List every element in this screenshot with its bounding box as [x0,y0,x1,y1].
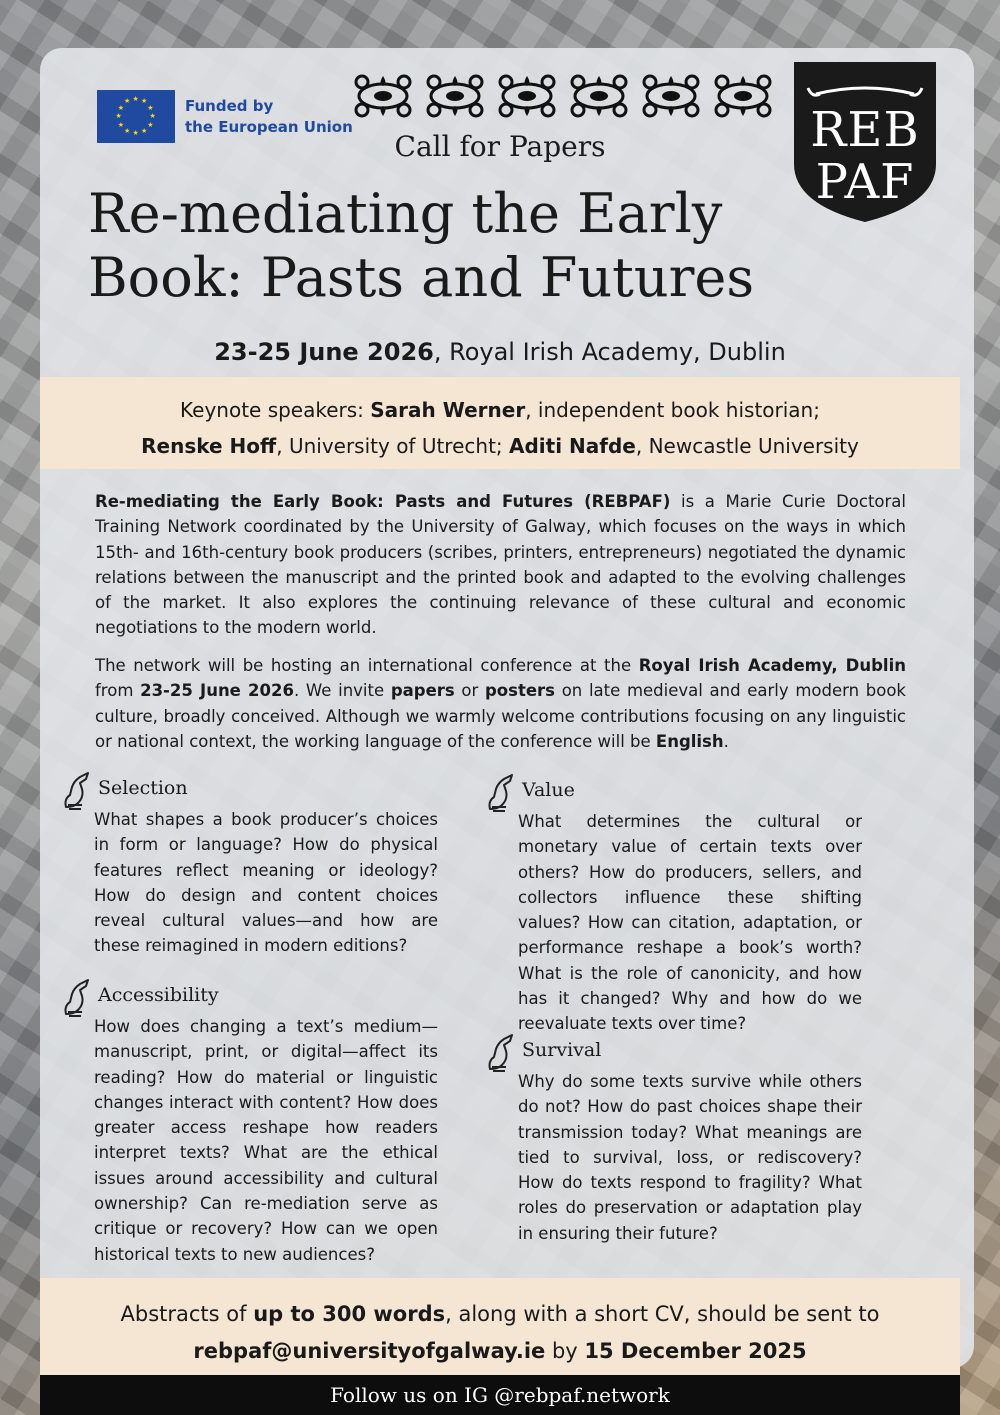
eu-star-icon: ★ [124,126,131,135]
submission-email-link[interactable]: rebpaf@universityofgalway.ie [193,1339,546,1363]
section-body: Why do some texts survive while others do not? How do past choices shape their transmission today? What meanings are tied to survival, loss, or rediscovery? How do texts respond to fragility? What roles do preservation or adaptation play in ensuring their future? [518,1072,862,1243]
network-paragraph [95,653,906,754]
logo-line2: PAF [815,154,915,210]
eu-star-icon: ★ [115,112,122,120]
keynote-affiliation-3: , Newcastle University [635,434,859,458]
network-text-3: . We invite [294,681,391,701]
submission-deadline: 15 December 2025 [584,1339,807,1363]
section-title: Value [522,779,575,801]
section-survival [484,1037,862,1246]
intro-text: is a Marie Curie Doctoral Training Network coordinated by the University of Galway, which focuses on the ways in which 15th- and 16th-century book producers (scribes, printers, entrepreneurs) negotiated the dynamic relations between the manuscript and the printed book and adapted to the evolving challenges of the market. It also explores the continuing relevance of these cultural and economic negotiations to the modern world. [95,492,906,638]
network-text-6: . [723,731,729,751]
network-text-1: The network will be hosting an international conference at the [95,656,639,675]
section-header [60,982,438,1014]
logo-line1: REB [810,102,920,158]
eu-star-icon: ★ [149,112,156,120]
section-header [484,1037,862,1069]
section-header [484,777,862,809]
abstracts-text-2: , along with a short CV, should be sent to [445,1302,880,1326]
eu-star-icon: ★ [147,120,154,129]
ornament-icon [710,70,776,120]
network-bold-dates: 23-25 June 2026 [140,681,294,701]
intro-paragraph [95,489,906,641]
abstracts-word-limit: up to 300 words [253,1302,446,1326]
keynote-affiliation-2: , University of Utrecht; [276,434,510,458]
network-bold-language: English [655,731,724,751]
title-line1: Re-mediating the Early [88,182,723,245]
keynote-line1 [40,392,960,428]
keynote-line2 [40,428,960,464]
title-line2: Book: Pasts and Futures [88,246,755,309]
ornament-icon [494,70,560,120]
network-bold-papers: papers [390,681,455,701]
keynote-speaker-3: Aditi Nafde [509,434,636,458]
abstracts-text-1: Abstracts of [120,1302,254,1326]
pointing-hand-icon [484,773,518,813]
eu-funding-line2: the European Union [185,117,353,136]
keynote-banner [40,377,960,469]
abstracts-line1 [40,1296,960,1333]
section-body: How does changing a text’s medium—manuscript, print, or digital—affect its reading? How do material or linguistic changes interact with content? How does greater access reshape how readers interpret texts? What are the ethical issues around accessibility and cultural ownership? Can re-mediation serve as critique or recovery? How can we open historical texts to new audiences? [94,1017,438,1264]
abstracts-banner [40,1278,960,1375]
network-bold-venue: Royal Irish Academy, Dublin [638,656,906,675]
eu-star-icon: ★ [117,103,125,112]
eu-funding-line1: Funded by [185,96,274,115]
event-dates: 23-25 June 2026 [214,338,434,366]
section-body: What determines the cultural or monetary value of certain texts over others? How do producers, sellers, and collectors influence these shifting values? How can citation, adaptation, or performance reshape a book’s worth? What is the role of canonicity, and how has it changed? Why and how do we reevaluate texts over time? [518,812,862,1034]
eu-star-icon: ★ [141,97,148,106]
eu-star-icon: ★ [147,103,154,112]
eu-star-icon: ★ [132,129,139,137]
event-venue: , Royal Irish Academy, Dublin [433,338,786,366]
keynote-prefix: Keynote speakers: [180,398,371,422]
section-header [60,775,438,807]
network-text-4: or [454,681,485,701]
intro-bold-lead: Re-mediating the Early Book: Pasts and Futures (REBPAF) [95,492,671,511]
network-text-2: from [95,681,141,701]
eu-star-icon: ★ [117,120,125,129]
section-body: What shapes a book producer’s choices in form or language? How do physical features reflect meaning or ideology? How do design and content choices reveal cultural values—and how are these reimagined in modern editions? [94,810,438,956]
section-title: Survival [522,1039,602,1061]
eu-star-icon: ★ [124,97,131,106]
eu-star-icon: ★ [132,95,139,103]
event-date-venue [40,338,960,366]
pointing-hand-icon [60,771,94,811]
ornament-icon [422,70,488,120]
footer-instagram[interactable]: Follow us on IG @rebpaf.network [40,1375,960,1415]
ornament-row [350,70,776,120]
section-accessibility [60,982,438,1267]
section-selection [60,775,438,959]
ornament-icon [638,70,704,120]
section-value [484,777,862,1037]
abstracts-text-3: by [545,1339,585,1363]
network-text-5: on late medieval and early modern book culture, broadly conceived. Although we warmly welcome contributions focusing on any linguistic or national context, the working language of the conference will be [95,681,906,751]
ornament-icon [350,70,416,120]
ornament-icon [566,70,632,120]
pointing-hand-icon [60,978,94,1018]
keynote-affiliation-1: , independent book historian; [525,398,820,422]
eu-star-icon: ★ [141,126,148,135]
rebpaf-logo [786,54,944,226]
pointing-hand-icon [484,1033,518,1073]
page-title [88,182,788,310]
keynote-speaker-1: Sarah Werner [370,398,526,422]
network-bold-posters: posters [485,681,556,701]
eu-flag-icon [97,90,175,143]
call-for-papers-label: Call for Papers [394,130,606,163]
section-title: Selection [98,777,188,799]
section-title: Accessibility [98,984,219,1006]
keynote-speaker-2: Renske Hoff [141,434,277,458]
abstracts-line2 [40,1333,960,1370]
